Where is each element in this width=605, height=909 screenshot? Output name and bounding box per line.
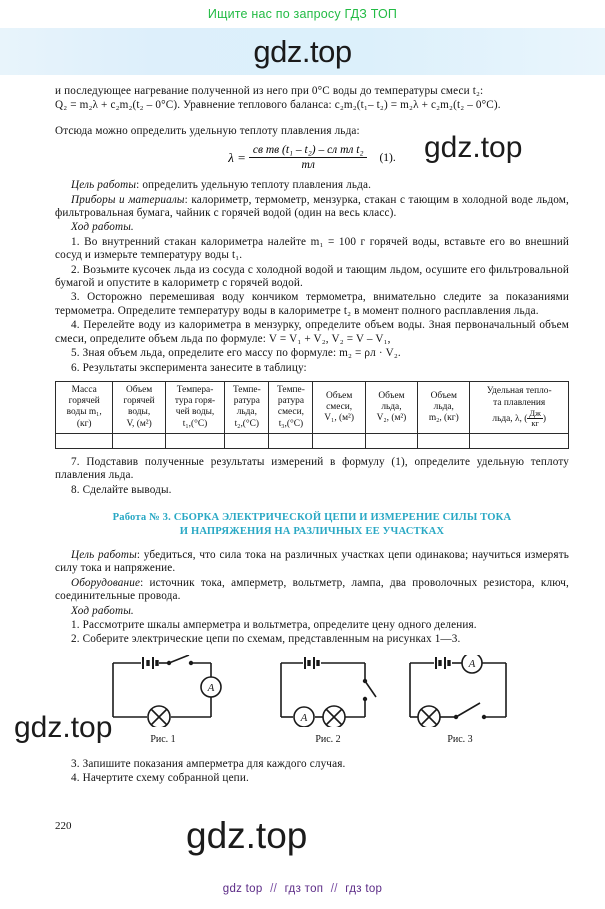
hdr-line: горячей [68, 396, 100, 407]
hdr-line: V₁, (м²) [324, 412, 354, 423]
figure-1-caption: Рис. 1 [150, 733, 176, 745]
hdr-line: Объем [378, 390, 405, 401]
work3-step-item: 3. Запишите показания амперметра для каждого случая. [71, 757, 346, 770]
battery-icon [436, 657, 449, 669]
brand-logo: gdz.top [253, 33, 352, 69]
circuit-diagram-2 [273, 655, 383, 727]
table-cell[interactable] [470, 433, 569, 448]
formula-lambda [55, 144, 569, 171]
table-cell[interactable] [365, 433, 417, 448]
lamp-icon [323, 706, 345, 727]
table-cell[interactable] [418, 433, 470, 448]
work3-equipment-label: Оборудование [71, 576, 141, 589]
figure-1 [103, 655, 223, 745]
hdr-line: t₂,(°C) [234, 418, 260, 429]
table-row[interactable] [56, 433, 569, 448]
step-item: 2. Возьмите кусочек льда из сосуда с холодной водой и тающим льдом, осушите его фильтровальной бумагой и опустите в калориметр с горячей водой. [55, 263, 569, 290]
promo-bar [0, 0, 605, 28]
hdr-line: Объем [326, 390, 353, 401]
work-3-heading-line1: Работа № 3. СБОРКА ЭЛЕКТРИЧЕСКОЙ ЦЕПИ И ИЗМЕРЕНИЕ СИЛЫ ТОКА [112, 511, 512, 523]
hdr-line: V, (м²) [126, 418, 152, 429]
switch-icon [455, 703, 486, 718]
footer-separator: // [330, 883, 338, 895]
watermark: gdz.top [186, 815, 308, 856]
hdr-line: Объем [125, 384, 153, 395]
formula-denominator: mл [301, 159, 315, 172]
table-header-cell [225, 381, 269, 433]
battery-icon [305, 657, 318, 669]
step-item: 5. Зная объем льда, определите его массу по формуле: m₂ = ρл · V₂. [71, 347, 401, 360]
step-item: 7. Подставив полученные результаты измерений в формулу (1), определите удельную теплоту плавления льда. [55, 455, 569, 482]
hdr-line: m₂, (кг) [428, 412, 459, 423]
hdr-line: Темпе- [277, 384, 305, 395]
figure-2 [273, 655, 383, 745]
hdr-line: льда, [236, 407, 257, 418]
unit-fraction: $\frac{Дж}{кг}$ [529, 408, 541, 429]
switch-icon [168, 655, 193, 664]
hdr-line: та плавления [493, 397, 546, 408]
ammeter-icon [462, 655, 482, 673]
equipment-text: : калориметр, термометр, мензурка, стакан с тающим в холодной воде льдом, фильтровальная бумага, чайник с горячей водой (один на весь класс). [55, 193, 569, 220]
hdr-line: горячей [123, 396, 155, 407]
circuit-diagram-3 [400, 655, 520, 727]
work-3-heading-line2: И НАПРЯЖЕНИЯ НА РАЗЛИЧНЫХ ЕЕ УЧАСТКАХ [179, 525, 445, 537]
work3-goal-text: : убедиться, что сила тока на различных участках цепи одинакова; научиться измерять силу тока и напряжение. [55, 548, 569, 575]
svg-text:A: A [300, 711, 308, 724]
hdr-line: чей воды, [175, 407, 215, 418]
hdr-line: t₁,(°C) [182, 418, 208, 429]
equipment-label: Приборы и материалы [71, 193, 185, 206]
table-cell[interactable] [313, 433, 365, 448]
figures-row [55, 655, 569, 751]
figure-3-caption: Рис. 3 [447, 733, 473, 745]
page-number: 220 [55, 820, 72, 832]
table-cell[interactable] [56, 433, 113, 448]
figure-3 [400, 655, 520, 745]
document-sheet [0, 75, 605, 786]
footer-separator: // [270, 883, 278, 895]
table-header-cell [269, 381, 313, 433]
switch-icon [364, 679, 376, 700]
intro-line-2: Q₂ = m₂λ + c₂m₂(t₂ – 0°C). Уравнение теплового баланса: c₂m₂(t₁– t₂) = m₂λ + c₂m₂(t₂ – 0°C). [55, 99, 501, 112]
hdr-line: t₃,(°C) [278, 418, 304, 429]
hdr-line: Масса [71, 384, 97, 395]
work3-step-item: 2. Соберите электрические цепи по схемам, представленным на рисунках 1—3. [71, 633, 461, 646]
hdr-line: V₂, (м²) [376, 412, 407, 423]
goal-paragraph [55, 179, 569, 192]
hdr-line: Темпера- [176, 384, 214, 395]
table-header-cell [113, 381, 165, 433]
formula-number: (1). [379, 151, 396, 164]
table-header-cell [313, 381, 365, 433]
svg-text:A: A [207, 681, 215, 694]
work3-procedure-label: Ход работы. [71, 604, 134, 617]
hdr-line: Темпе- [232, 384, 261, 395]
table-header-cell [165, 381, 225, 433]
intro-line-3: Отсюда можно определить удельную теплоту плавления льда: [55, 124, 360, 137]
ammeter-icon [294, 707, 314, 727]
watermark: gdz.top [14, 711, 113, 744]
footer [0, 883, 605, 895]
step-item: 8. Сделайте выводы. [71, 483, 172, 496]
results-table [55, 381, 569, 449]
goal-text: : определить удельную теплоту плавления льда. [136, 179, 372, 192]
step-item: 6. Результаты эксперимента занесите в таблицу: [71, 361, 307, 374]
formula-fraction [249, 144, 368, 171]
intro-line-1: и последующее нагревание полученной из него при 0°C воды до температуры смеси t₂: [55, 85, 484, 97]
hdr-line: ратура [233, 396, 260, 407]
watermark: gdz.top [424, 131, 523, 164]
svg-text:A: A [468, 657, 476, 670]
table-header-cell [56, 381, 113, 433]
ammeter-icon [201, 677, 221, 697]
footer-link-1[interactable]: gdz top [222, 883, 263, 895]
footer-link-3[interactable]: гдз top [345, 883, 383, 895]
promo-text: Ищите нас по запросу ГДЗ ТОП [207, 7, 398, 21]
brand-band [0, 28, 605, 75]
hdr-line: смеси, [277, 407, 304, 418]
hdr-line: воды m₁, [66, 407, 102, 418]
hdr-line: тура горя- [174, 396, 216, 407]
hdr-line-frac: льда, λ, ( $\frac{Дж}{кг}$ ) [492, 408, 546, 429]
goal-label: Цель работы [71, 179, 137, 192]
formula-lhs: λ = [228, 149, 246, 165]
hdr-line: ратура [277, 396, 304, 407]
footer-link-2[interactable]: гдз топ [284, 883, 324, 895]
step-item: 4. Перелейте воду из калориметра в мензурку, определите объем воды. Зная первоначальный объем смеси, определите объем льда по формуле: V = V₁ + V₂, V₂ = V – V₁, [55, 319, 569, 345]
battery-icon [143, 657, 157, 669]
lamp-icon [418, 706, 440, 727]
table-header-row [56, 381, 569, 433]
circuit-diagram-1 [103, 655, 223, 727]
hdr-line: воды, [128, 407, 151, 418]
table-cell[interactable] [165, 433, 225, 448]
step-item: 1. Во внутренний стакан калориметра налейте m₁ = 100 г горячей воды, вставьте его во внешний сосуд и измерьте температуру воды t₁. [55, 235, 569, 262]
work3-equipment-text: : источник тока, амперметр, вольтметр, лампа, два проволочных резистора, ключ, соединительные провода. [55, 576, 569, 603]
table-header-cell-lambda [470, 381, 569, 433]
work3-equipment-paragraph [55, 577, 569, 604]
work3-step-item: 1. Рассмотрите шкалы амперметра и вольтметра, определите цену одного деления. [71, 618, 477, 631]
hdr-line: льда, [381, 401, 402, 412]
procedure-label: Ход работы. [71, 221, 134, 234]
hdr-line: смеси, [326, 401, 353, 412]
work-3-heading [55, 511, 569, 539]
table-header-cell [365, 381, 417, 433]
table-cell[interactable] [269, 433, 313, 448]
equipment-paragraph [55, 194, 569, 221]
step-item: 3. Осторожно перемешивая воду кончиком термометра, внимательно следите за показаниями термометра. Определите температуру воды в калориметре t₂ в момент полного расплавления льда. [55, 291, 569, 317]
hdr-line: льда, [433, 401, 454, 412]
work3-goal-label: Цель работы [71, 548, 137, 561]
table-header-cell [418, 381, 470, 433]
table-cell[interactable] [225, 433, 269, 448]
table-cell[interactable] [113, 433, 165, 448]
formula-numerator: cв mв (t₁ – t₂) – cл mл t₂ [249, 144, 368, 158]
figure-2-caption: Рис. 2 [315, 733, 341, 745]
work3-goal-paragraph [55, 549, 569, 576]
hdr-line: Объем [430, 390, 457, 401]
hdr-line: (кг) [76, 418, 92, 429]
hdr-line: Удельная тепло- [486, 386, 552, 397]
work3-step-item: 4. Начертите схему собранной цепи. [71, 772, 249, 785]
lamp-icon [148, 706, 170, 727]
